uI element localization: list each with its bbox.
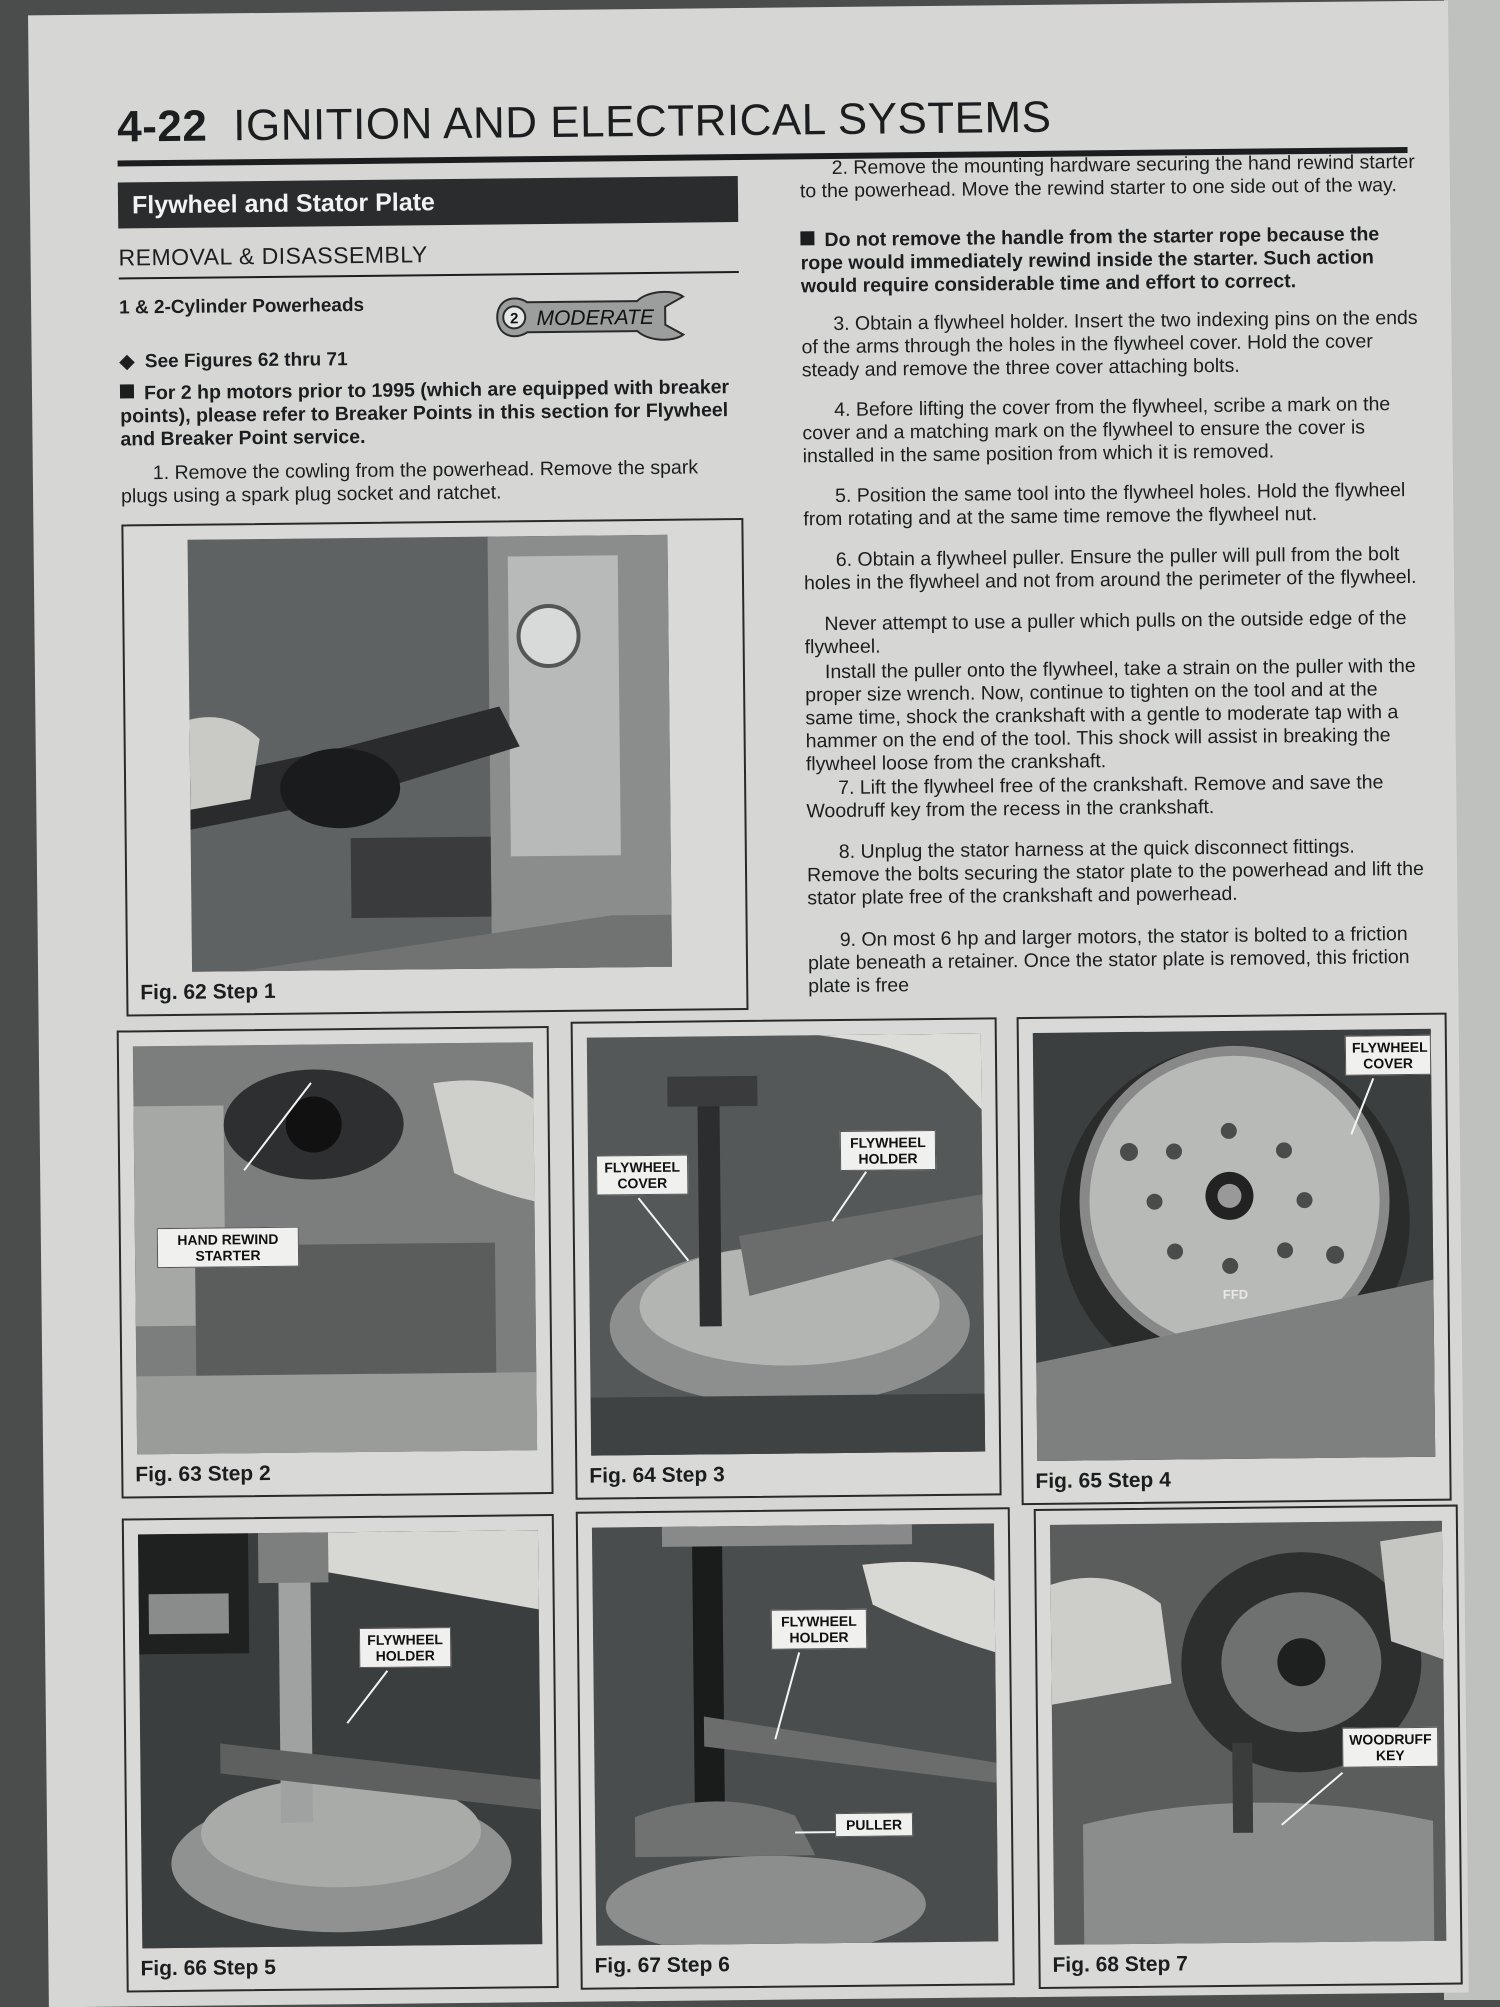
figure-67-puller-line xyxy=(795,1831,835,1833)
step-8: 8. Unplug the stator harness at the quick disconnect fittings. Remove the bolts securing the stator plate to the powerhead and lift the stator plate free of the crankshaft and powerhead. xyxy=(806,835,1424,910)
figure-63-label: HAND REWIND STARTER xyxy=(157,1227,299,1268)
figure-67-caption: Fig. 67 Step 6 xyxy=(594,1953,730,1978)
note-text: For 2 hp motors prior to 1995 (which are equipped with breaker points), please refer to Breaker Points in this section for Flywheel and Breaker Point service. xyxy=(120,376,730,451)
figure-67-photo xyxy=(592,1523,998,1945)
step-6: 6. Obtain a flywheel puller. Ensure the puller will pull from the bolt holes in the flywheel and not from around the perimeter of the flywheel. xyxy=(803,543,1417,595)
step-6b: Install the puller onto the flywheel, take a strain on the puller with the proper size wrench. Now, continue to tighten on the tool and at the same time, shock the crankshaft with a gentle to moderate tap with a hammer on the end of the tool. This shock will assist in breaking the flywheel loose from the crankshaft. xyxy=(805,654,1416,776)
step-2: 2. Remove the mounting hardware securing the hand rewind starter to the powerhead. Move the rewind starter to one side out of the way. xyxy=(799,150,1415,203)
note-square-icon xyxy=(120,384,134,398)
step-1: 1. Remove the cowling from the powerhead. Remove the spark plugs using a spark plug socket and ratchet. xyxy=(120,456,699,508)
manual-page xyxy=(28,1,1469,2007)
figure-64-label-cover: FLYWHEEL COVER xyxy=(596,1155,688,1196)
figure-65 xyxy=(1017,1013,1452,1505)
step-9: 9. On most 6 hp and larger motors, the stator is bolted to a friction plate beneath a retainer. Once the stator plate is removed, this friction plate is free xyxy=(807,923,1410,998)
figure-66-photo xyxy=(138,1530,542,1948)
figure-65-photo xyxy=(1033,1029,1435,1461)
figure-62-caption: Fig. 62 Step 1 xyxy=(140,979,276,1005)
figure-67-label-puller: PULLER xyxy=(835,1812,913,1837)
figure-64-photo xyxy=(587,1034,985,1456)
see-figures-text: See Figures 62 thru 71 xyxy=(144,349,348,373)
figure-65-ffd-mark: FFD xyxy=(1222,1286,1249,1302)
powerheads-heading: 1 & 2-Cylinder Powerheads xyxy=(118,294,365,319)
see-figures xyxy=(120,348,348,373)
figure-68-caption: Fig. 68 Step 7 xyxy=(1052,1952,1189,1977)
figure-66-caption: Fig. 66 Step 5 xyxy=(140,1955,276,1981)
figure-68 xyxy=(1034,1505,1463,1989)
caution-paragraph: Never attempt to use a puller which pulls on the outside edge of the flywheel. xyxy=(804,607,1407,659)
wrench-icon xyxy=(487,283,688,351)
figure-64 xyxy=(571,1017,1002,1499)
note-paragraph xyxy=(120,376,741,451)
figure-62 xyxy=(121,518,748,1016)
difficulty-number: 2 xyxy=(509,310,519,328)
figure-64-caption: Fig. 64 Step 3 xyxy=(589,1463,725,1488)
figure-68-photo xyxy=(1050,1521,1446,1945)
difficulty-label: MODERATE xyxy=(536,305,655,331)
figure-62-photo xyxy=(188,535,672,972)
figure-68-label: WOODRUFF KEY xyxy=(1342,1727,1438,1768)
step-5: 5. Position the same tool into the flywheel holes. Hold the flywheel from rotating and at the same time remove the flywheel nut. xyxy=(803,479,1406,531)
diamond-bullet-icon: ◆ xyxy=(119,351,135,373)
figure-67-label-holder: FLYWHEEL HOLDER xyxy=(771,1609,867,1650)
page-header xyxy=(117,93,1052,153)
figure-65-caption: Fig. 65 Step 4 xyxy=(1035,1468,1171,1493)
figure-63 xyxy=(117,1026,554,1498)
warning-paragraph xyxy=(800,223,1425,299)
step-3: 3. Obtain a flywheel holder. Insert the two indexing pins on the ends of the arms through the holes in the flywheel cover. Hold the cover steady and remove the three cover attaching bolts. xyxy=(801,306,1418,382)
figure-64-label-holder: FLYWHEEL HOLDER xyxy=(840,1130,936,1171)
warning-square-icon xyxy=(800,231,814,245)
figure-65-label: FLYWHEEL COVER xyxy=(1345,1035,1431,1076)
step-7: 7. Lift the flywheel free of the crankshaft. Remove and save the Woodruff key from the recess in the crankshaft. xyxy=(806,771,1384,823)
figure-67 xyxy=(576,1507,1015,1990)
warning-text: Do not remove the handle from the starter rope because the rope would immediately rewind inside the starter. Such action would require considerable time and effort to correct. xyxy=(800,223,1380,298)
chapter-title: IGNITION AND ELECTRICAL SYSTEMS xyxy=(233,92,1052,151)
figure-66-label: FLYWHEEL HOLDER xyxy=(359,1627,451,1668)
difficulty-badge xyxy=(487,283,688,351)
step-4: 4. Before lifting the cover from the flywheel, scribe a mark on the cover and a matching mark on the flywheel to ensure the cover is installed in the same position from which it is removed. xyxy=(802,393,1391,468)
section-title: Flywheel and Stator Plate xyxy=(118,176,738,228)
figure-63-caption: Fig. 63 Step 2 xyxy=(135,1461,271,1487)
figure-66 xyxy=(122,1514,559,1992)
figure-63-photo xyxy=(133,1042,537,1454)
section-subtitle: REMOVAL & DISASSEMBLY xyxy=(118,238,738,279)
page-number: 4-22 xyxy=(116,101,208,152)
